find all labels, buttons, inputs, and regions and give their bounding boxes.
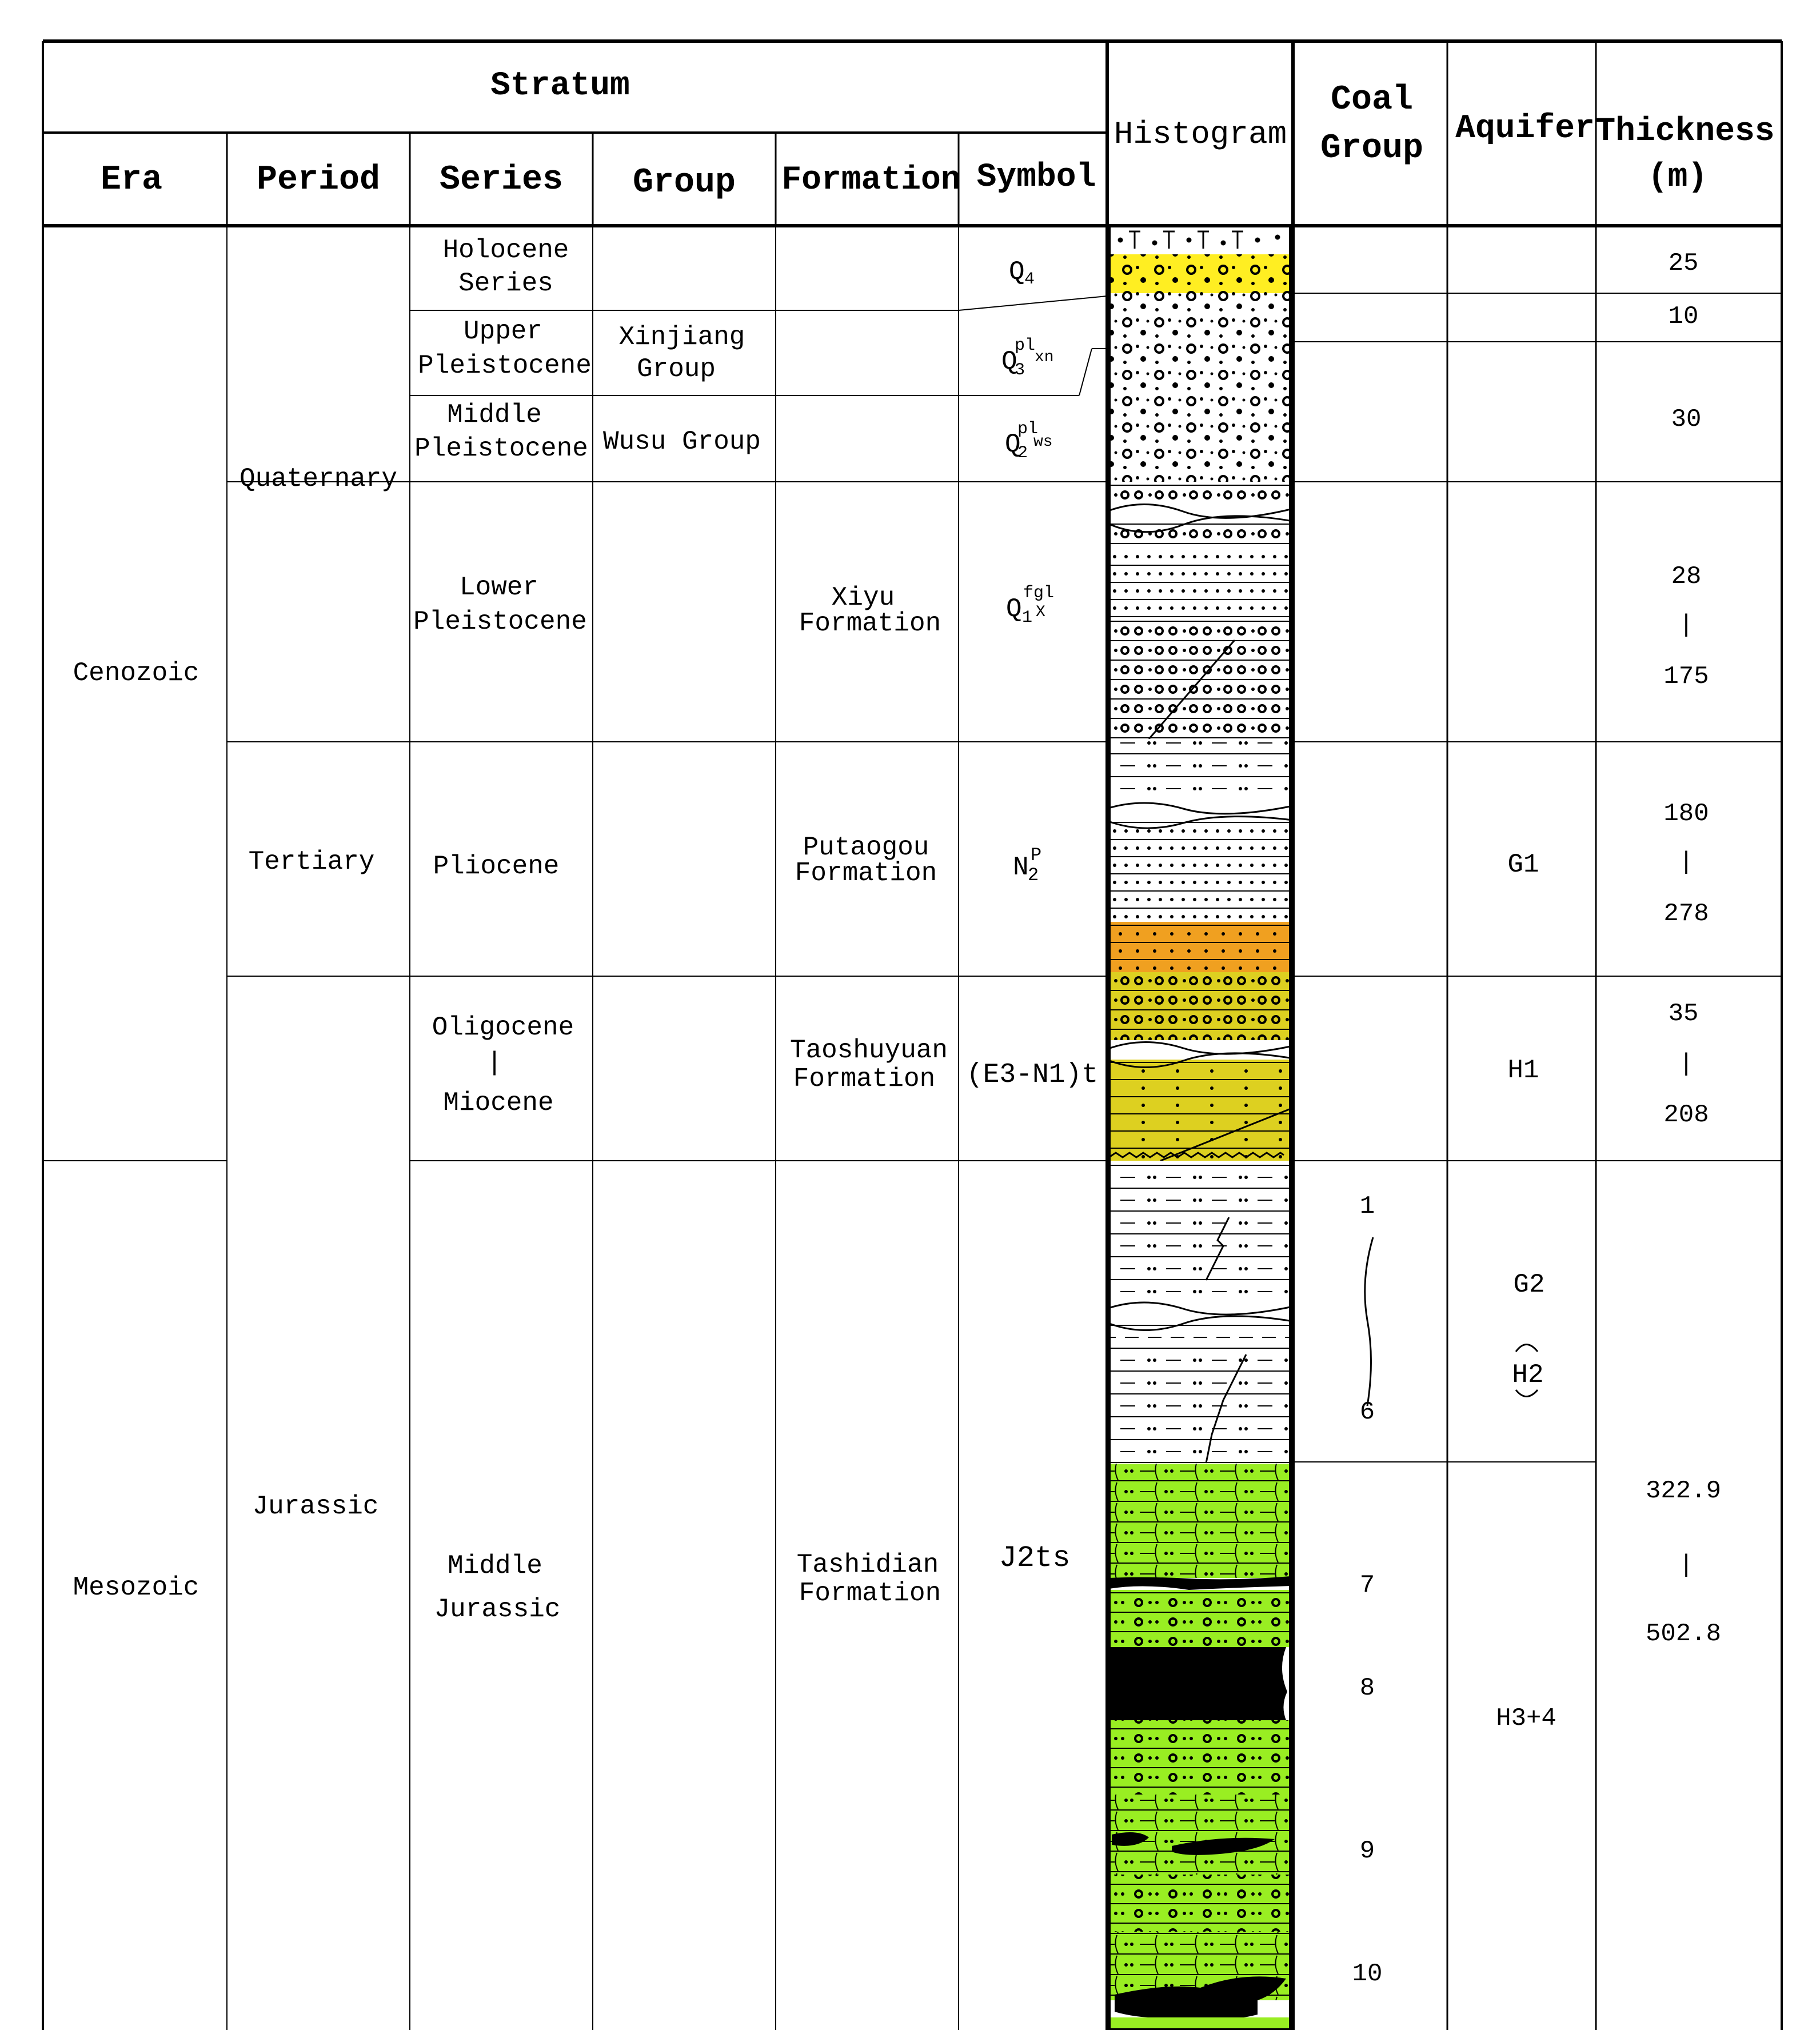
- thickness-502-8: 502.8: [1645, 1620, 1722, 1648]
- thickness-208: 208: [1663, 1101, 1709, 1129]
- histogram-column: [1107, 226, 1293, 2030]
- series-middle-pleist-1: Middle: [447, 400, 542, 430]
- header-coal-line2: Group: [1320, 129, 1424, 168]
- coal-brace: [1365, 1237, 1373, 1406]
- aquifer-brace-bottom: [1516, 1390, 1538, 1397]
- series-holocene-1: Holocene: [442, 235, 569, 265]
- coal-7: 7: [1359, 1571, 1375, 1600]
- header-coal-line1: Coal: [1330, 81, 1414, 119]
- symbol-q4: [1009, 257, 1035, 289]
- era-mesozoic: Mesozoic: [73, 1573, 199, 1603]
- symbol-q2-ws: [1005, 419, 1053, 463]
- layer-green-2: [1109, 1590, 1291, 1647]
- layer-green-bottom: [1109, 2017, 1291, 2030]
- thickness-28: 28: [1671, 562, 1702, 591]
- group-xinjiang-2: Group: [636, 354, 716, 384]
- svg-text:X: X: [1036, 604, 1045, 621]
- series-middle-jurassic-2: Jurassic: [434, 1595, 561, 1624]
- coal-seam-8: [1109, 1647, 1287, 1720]
- header-stratum: Stratum: [490, 67, 630, 105]
- series-oligocene: Oligocene: [432, 1013, 574, 1042]
- svg-text:Q: Q: [1001, 347, 1017, 377]
- series-middle-jurassic-1: Middle: [448, 1551, 542, 1581]
- symbol-e3-n1-t: (E3-N1)t: [966, 1060, 1099, 1090]
- coal-seam-7: [1109, 1576, 1291, 1590]
- formation-putaogou-1: Putaogou: [803, 833, 929, 862]
- symbol-n2p: [1013, 845, 1041, 886]
- layer-soil-top: [1109, 226, 1291, 254]
- layer-gravel-middle: [1109, 342, 1291, 482]
- layer-olive-conglomerate: [1109, 972, 1291, 1046]
- symbol-q1-x: [1006, 584, 1054, 628]
- layer-gravel-upper: [1109, 293, 1291, 342]
- formation-taoshuyuan-1: Taoshuyuan: [789, 1036, 948, 1065]
- svg-text:1: 1: [1022, 608, 1033, 628]
- series-holocene-2: Series: [458, 269, 553, 298]
- aquifer-h1: H1: [1507, 1056, 1539, 1085]
- layer-orange: [1109, 922, 1291, 972]
- thickness-35: 35: [1668, 1000, 1699, 1028]
- layer-sandstone-putaogou: [1109, 813, 1291, 922]
- thickness-bar-3: |: [1678, 1050, 1694, 1078]
- series-upper-pleist-2: Pleistocene: [418, 351, 592, 381]
- header-formation: Formation: [781, 162, 961, 199]
- svg-text:pl: pl: [1015, 336, 1036, 355]
- period-quaternary: Quaternary: [239, 464, 398, 494]
- era-cenozoic: Cenozoic: [73, 658, 199, 688]
- layer-sandstone-xiyu: [1109, 549, 1291, 617]
- layer-olive-sandstone: [1109, 1046, 1291, 1161]
- symbol-j2ts: J2ts: [999, 1541, 1071, 1575]
- symbol-column: [967, 257, 1098, 1575]
- formation-putaogou-2: Formation: [795, 858, 937, 888]
- series-lower-pleist-2: Pleistocene: [413, 607, 587, 637]
- coal-group-column: [1352, 1192, 1383, 1988]
- thickness-175: 175: [1663, 662, 1709, 691]
- svg-text:fgl: fgl: [1023, 584, 1055, 603]
- header-row: [101, 67, 1775, 202]
- header-era: Era: [100, 161, 163, 199]
- svg-text:pl: pl: [1017, 419, 1039, 439]
- header-histogram: Histogram: [1113, 116, 1287, 153]
- svg-text:4: 4: [1024, 270, 1035, 289]
- svg-text:Q: Q: [1009, 257, 1025, 287]
- svg-text:3: 3: [1015, 361, 1025, 380]
- formation-tashidian-2: Formation: [799, 1579, 941, 1608]
- svg-text:xn: xn: [1035, 349, 1054, 366]
- svg-text:Q: Q: [1005, 430, 1021, 459]
- series-oligo-bar: |: [486, 1048, 502, 1078]
- aquifer-column: [1496, 850, 1556, 1733]
- coal-10: 10: [1352, 1960, 1383, 1988]
- svg-text:P: P: [1031, 845, 1042, 866]
- aquifer-h3-4: H3+4: [1496, 1704, 1556, 1733]
- svg-text:ws: ws: [1033, 433, 1053, 451]
- thickness-bar-1: |: [1678, 611, 1694, 640]
- formation-taoshuyuan-2: Formation: [793, 1064, 936, 1094]
- header-group: Group: [632, 163, 736, 202]
- series-middle-pleist-2: Pleistocene: [414, 434, 588, 463]
- layer-green-1: [1109, 1464, 1291, 1578]
- series-upper-pleist-1: Upper: [463, 317, 543, 346]
- formation-column: [790, 583, 948, 1608]
- aquifer-g1: G1: [1507, 850, 1539, 880]
- series-miocene: Miocene: [443, 1088, 554, 1118]
- series-lower-pleist-1: Lower: [459, 573, 539, 602]
- thickness-278: 278: [1663, 900, 1709, 928]
- coal-1: 1: [1359, 1192, 1375, 1221]
- thickness-column: [1646, 249, 1721, 1648]
- thickness-bar-2: |: [1678, 848, 1694, 877]
- header-thickness-line1: Thickness: [1595, 113, 1775, 150]
- formation-xiyu-2: Formation: [799, 609, 941, 638]
- svg-text:N: N: [1013, 853, 1029, 882]
- period-column: [240, 464, 397, 1521]
- thickness-10: 10: [1668, 302, 1699, 331]
- era-column: [73, 658, 199, 1603]
- coal-8: 8: [1359, 1674, 1375, 1703]
- svg-text:2: 2: [1017, 443, 1028, 463]
- thickness-180: 180: [1663, 800, 1709, 828]
- thickness-322-9: 322.9: [1645, 1477, 1722, 1505]
- aquifer-brace-top: [1516, 1345, 1538, 1352]
- group-xinjiang-1: Xinjiang: [618, 322, 745, 352]
- svg-text:2: 2: [1028, 865, 1039, 886]
- thickness-bar-4: |: [1678, 1551, 1694, 1580]
- header-aquifer: Aquifer: [1455, 110, 1595, 147]
- thickness-25: 25: [1668, 249, 1699, 278]
- coal-6: 6: [1359, 1398, 1375, 1426]
- svg-text:Q: Q: [1006, 594, 1022, 624]
- layer-yellow-gravel: [1109, 254, 1291, 293]
- header-thickness-line2: (m): [1647, 159, 1708, 196]
- series-pliocene: Pliocene: [433, 852, 560, 881]
- period-jurassic: Jurassic: [252, 1492, 379, 1521]
- thickness-30: 30: [1671, 405, 1702, 434]
- header-series: Series: [439, 161, 564, 199]
- coal-9: 9: [1359, 1837, 1375, 1865]
- layer-siltstone-jurassic-2: [1109, 1354, 1291, 1463]
- aquifer-g2: G2: [1513, 1270, 1545, 1300]
- period-tertiary: Tertiary: [248, 847, 375, 877]
- formation-tashidian-1: Tashidian: [796, 1550, 939, 1580]
- formation-xiyu-1: Xiyu: [831, 583, 895, 613]
- aquifer-h2: H2: [1512, 1360, 1544, 1390]
- header-period: Period: [256, 161, 381, 199]
- series-column: [413, 235, 592, 1624]
- symbol-q3-xn: [1001, 336, 1054, 380]
- group-wusu: Wusu Group: [602, 427, 761, 457]
- header-symbol: Symbol: [976, 159, 1096, 196]
- layer-siltstone-jurassic-1: [1109, 1161, 1291, 1304]
- group-column: [603, 322, 761, 457]
